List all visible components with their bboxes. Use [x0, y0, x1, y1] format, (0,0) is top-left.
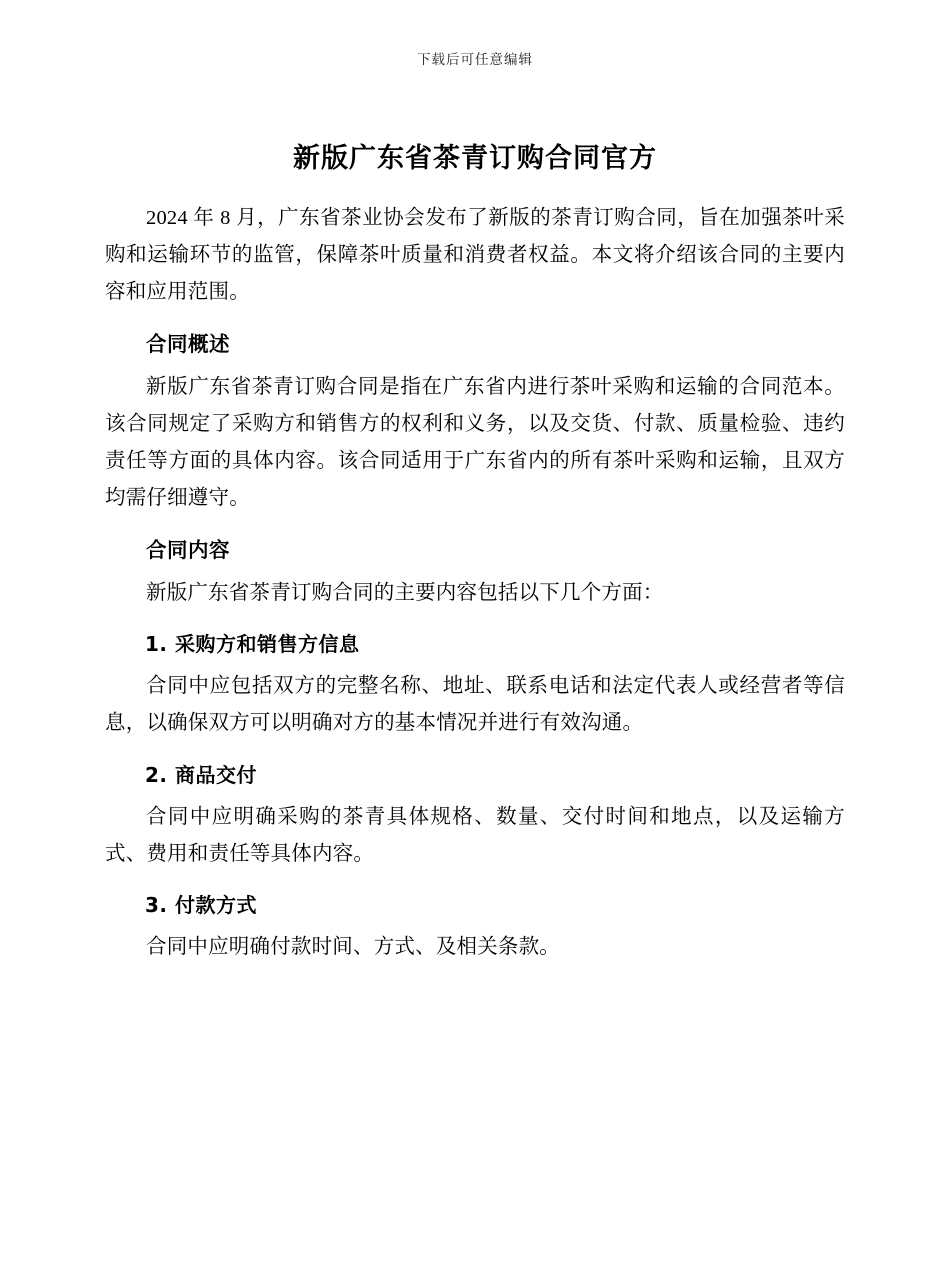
item-paragraph-delivery: 合同中应明确采购的茶青具体规格、数量、交付时间和地点，以及运输方式、费用和责任等具体内容。	[105, 805, 845, 865]
page-header-note: 下载后可任意编辑	[417, 52, 533, 67]
page-title: 新版广东省茶青订购合同官方	[293, 143, 657, 174]
section-heading-content: 合同内容	[146, 537, 230, 562]
document-page	[0, 48, 950, 1278]
item-paragraph-payment: 合同中应明确付款时间、方式、及相关条款。	[146, 936, 560, 959]
section-heading-overview: 合同概述	[146, 331, 230, 356]
item-heading-parties-info: 1. 采购方和销售方信息	[145, 631, 360, 656]
section-content-paragraph: 新版广东省茶青订购合同的主要内容包括以下几个方面：	[146, 581, 664, 604]
item-heading-payment: 3. 付款方式	[145, 893, 257, 918]
section-overview-paragraph: 新版广东省茶青订购合同是指在广东省内进行茶叶采购和运输的合同范本。该合同规定了采购方和销售方的权利和义务，以及交货、付款、质量检验、违约责任等方面的具体内容。该合同适用于广东省内的所有茶叶采购和运输，且双方均需仔细遵守。	[105, 375, 845, 510]
item-heading-delivery: 2. 商品交付	[145, 762, 257, 787]
item-paragraph-parties-info: 合同中应包括双方的完整名称、地址、联系电话和法定代表人或经营者等信息，以确保双方可以明确对方的基本情况并进行有效沟通。	[105, 674, 845, 735]
document-body	[105, 68, 845, 966]
intro-paragraph: 2024 年 8 月，广东省茶业协会发布了新版的茶青订购合同，旨在加强茶叶采购和运输环节的监管，保障茶叶质量和消费者权益。本文将介绍该合同的主要内容和应用范围。	[105, 206, 845, 304]
